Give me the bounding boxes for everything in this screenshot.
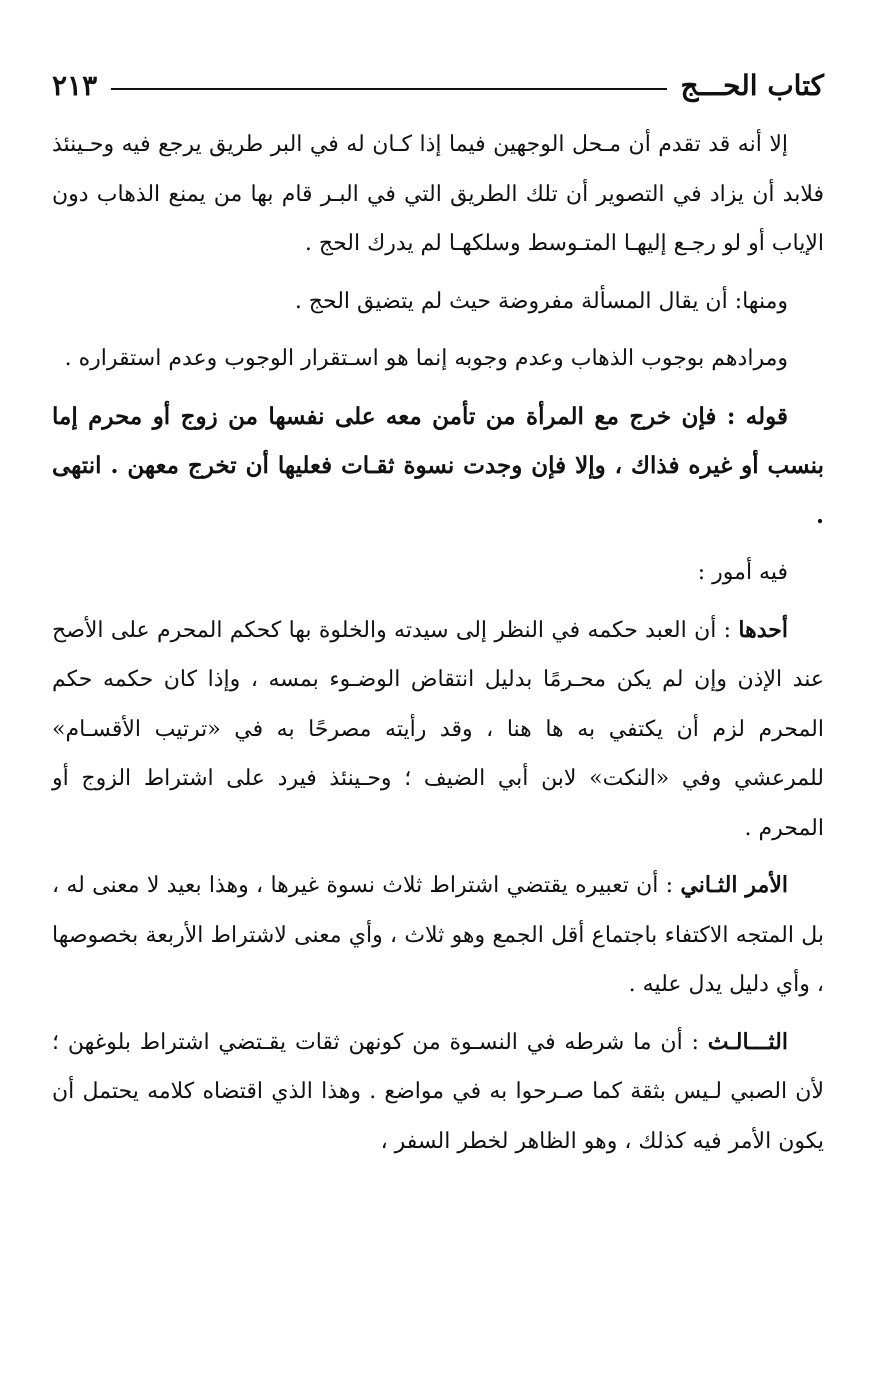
paragraph-quote-text: قوله : فإن خرج مع المرأة من تأمن معه على نفسها من زوج أو محرم إما بنسب أو غيره فذاك ، وإلا فإن وجدت نسوة ثقـات فعليها أن تخرج معهن . انتهى .	[52, 402, 824, 529]
paragraph-first-matter-lead: أحدها	[738, 616, 788, 643]
chapter-title: كتاب الحـــج	[680, 68, 824, 102]
page-body	[52, 120, 824, 1166]
paragraph-second-matter-text: : أن تعبيره يقتضي اشتراط ثلاث نسوة غيرها ، وهذا بعيد لا معنى له ، بل المتجه الاكتفاء باجتماع أقل الجمع وهو ثلاث ، وأي معنى لاشتراط الأربعة بخصوصها ، وأي دليل يدل عليه .	[52, 873, 824, 997]
paragraph-2-text: ومنها: أن يقال المسألة مفروضة حيث لم يتضيق الحج .	[294, 288, 788, 314]
paragraph-third-matter	[52, 1018, 824, 1167]
page-number: ٢١٣	[52, 68, 98, 102]
paragraph-2	[52, 277, 824, 327]
paragraph-quote	[52, 392, 824, 541]
paragraph-3-text: ومرادهم بوجوب الذهاب وعدم وجوبه إنما هو اسـتقرار الوجوب وعدم استقراره .	[64, 346, 788, 371]
header-rule	[111, 88, 666, 90]
paragraph-3	[52, 334, 824, 384]
book-page	[52, 60, 824, 1174]
paragraph-5	[52, 548, 824, 598]
paragraph-1	[52, 120, 824, 269]
paragraph-1-text: إلا أنه قد تقدم أن مـحل الوجهين فيما إذا كـان له في البر طريق يرجع فيه وحـينئذ فلابد أن يزاد في التصوير أن تلك الطريق التي في البـر قام بها من يمنع الذهاب دون الإياب أو لو رجـع إليهـا المتـوسط وسلكهـا لم يدرك الحج .	[52, 132, 824, 256]
paragraph-third-matter-lead: الثـــالـث	[707, 1028, 788, 1055]
paragraph-third-matter-text: : أن ما شرطه في النسـوة من كونهن ثقات يقـتضي اشتراط بلوغهن ؛ لأن الصبي لـيس بثقة كما صـرحوا به في مواضع . وهذا الذي اقتضاه كلامه يحتمل أن يكون الأمر فيه كذلك ، وهو الظاهر لخطر السفر ،	[52, 1029, 824, 1154]
paragraph-second-matter	[52, 861, 824, 1010]
paragraph-5-text: فيه أمور :	[697, 560, 788, 585]
paragraph-second-matter-lead: الأمر الثـاني	[680, 872, 788, 898]
running-header	[52, 60, 824, 110]
paragraph-first-matter-text: : أن العبد حكمه في النظر إلى سيدته والخلوة بها كحكم المحرم على الأصح عند الإذن وإن لم يكن محـرمًا بدليل انتقاض الوضـوء بمسه ، وإذا كان حكمه حكم المحرم لزم أن يكتفي به ها هنا ، وقد رأيته مصرحًا به في «ترتيب الأقسـام» للمرعشي وفي «النكت» لابن أبي الضيف ؛ وحـينئذ فيرد على اشتراط الزوج أو المحرم .	[52, 617, 824, 841]
paragraph-first-matter	[52, 606, 824, 854]
